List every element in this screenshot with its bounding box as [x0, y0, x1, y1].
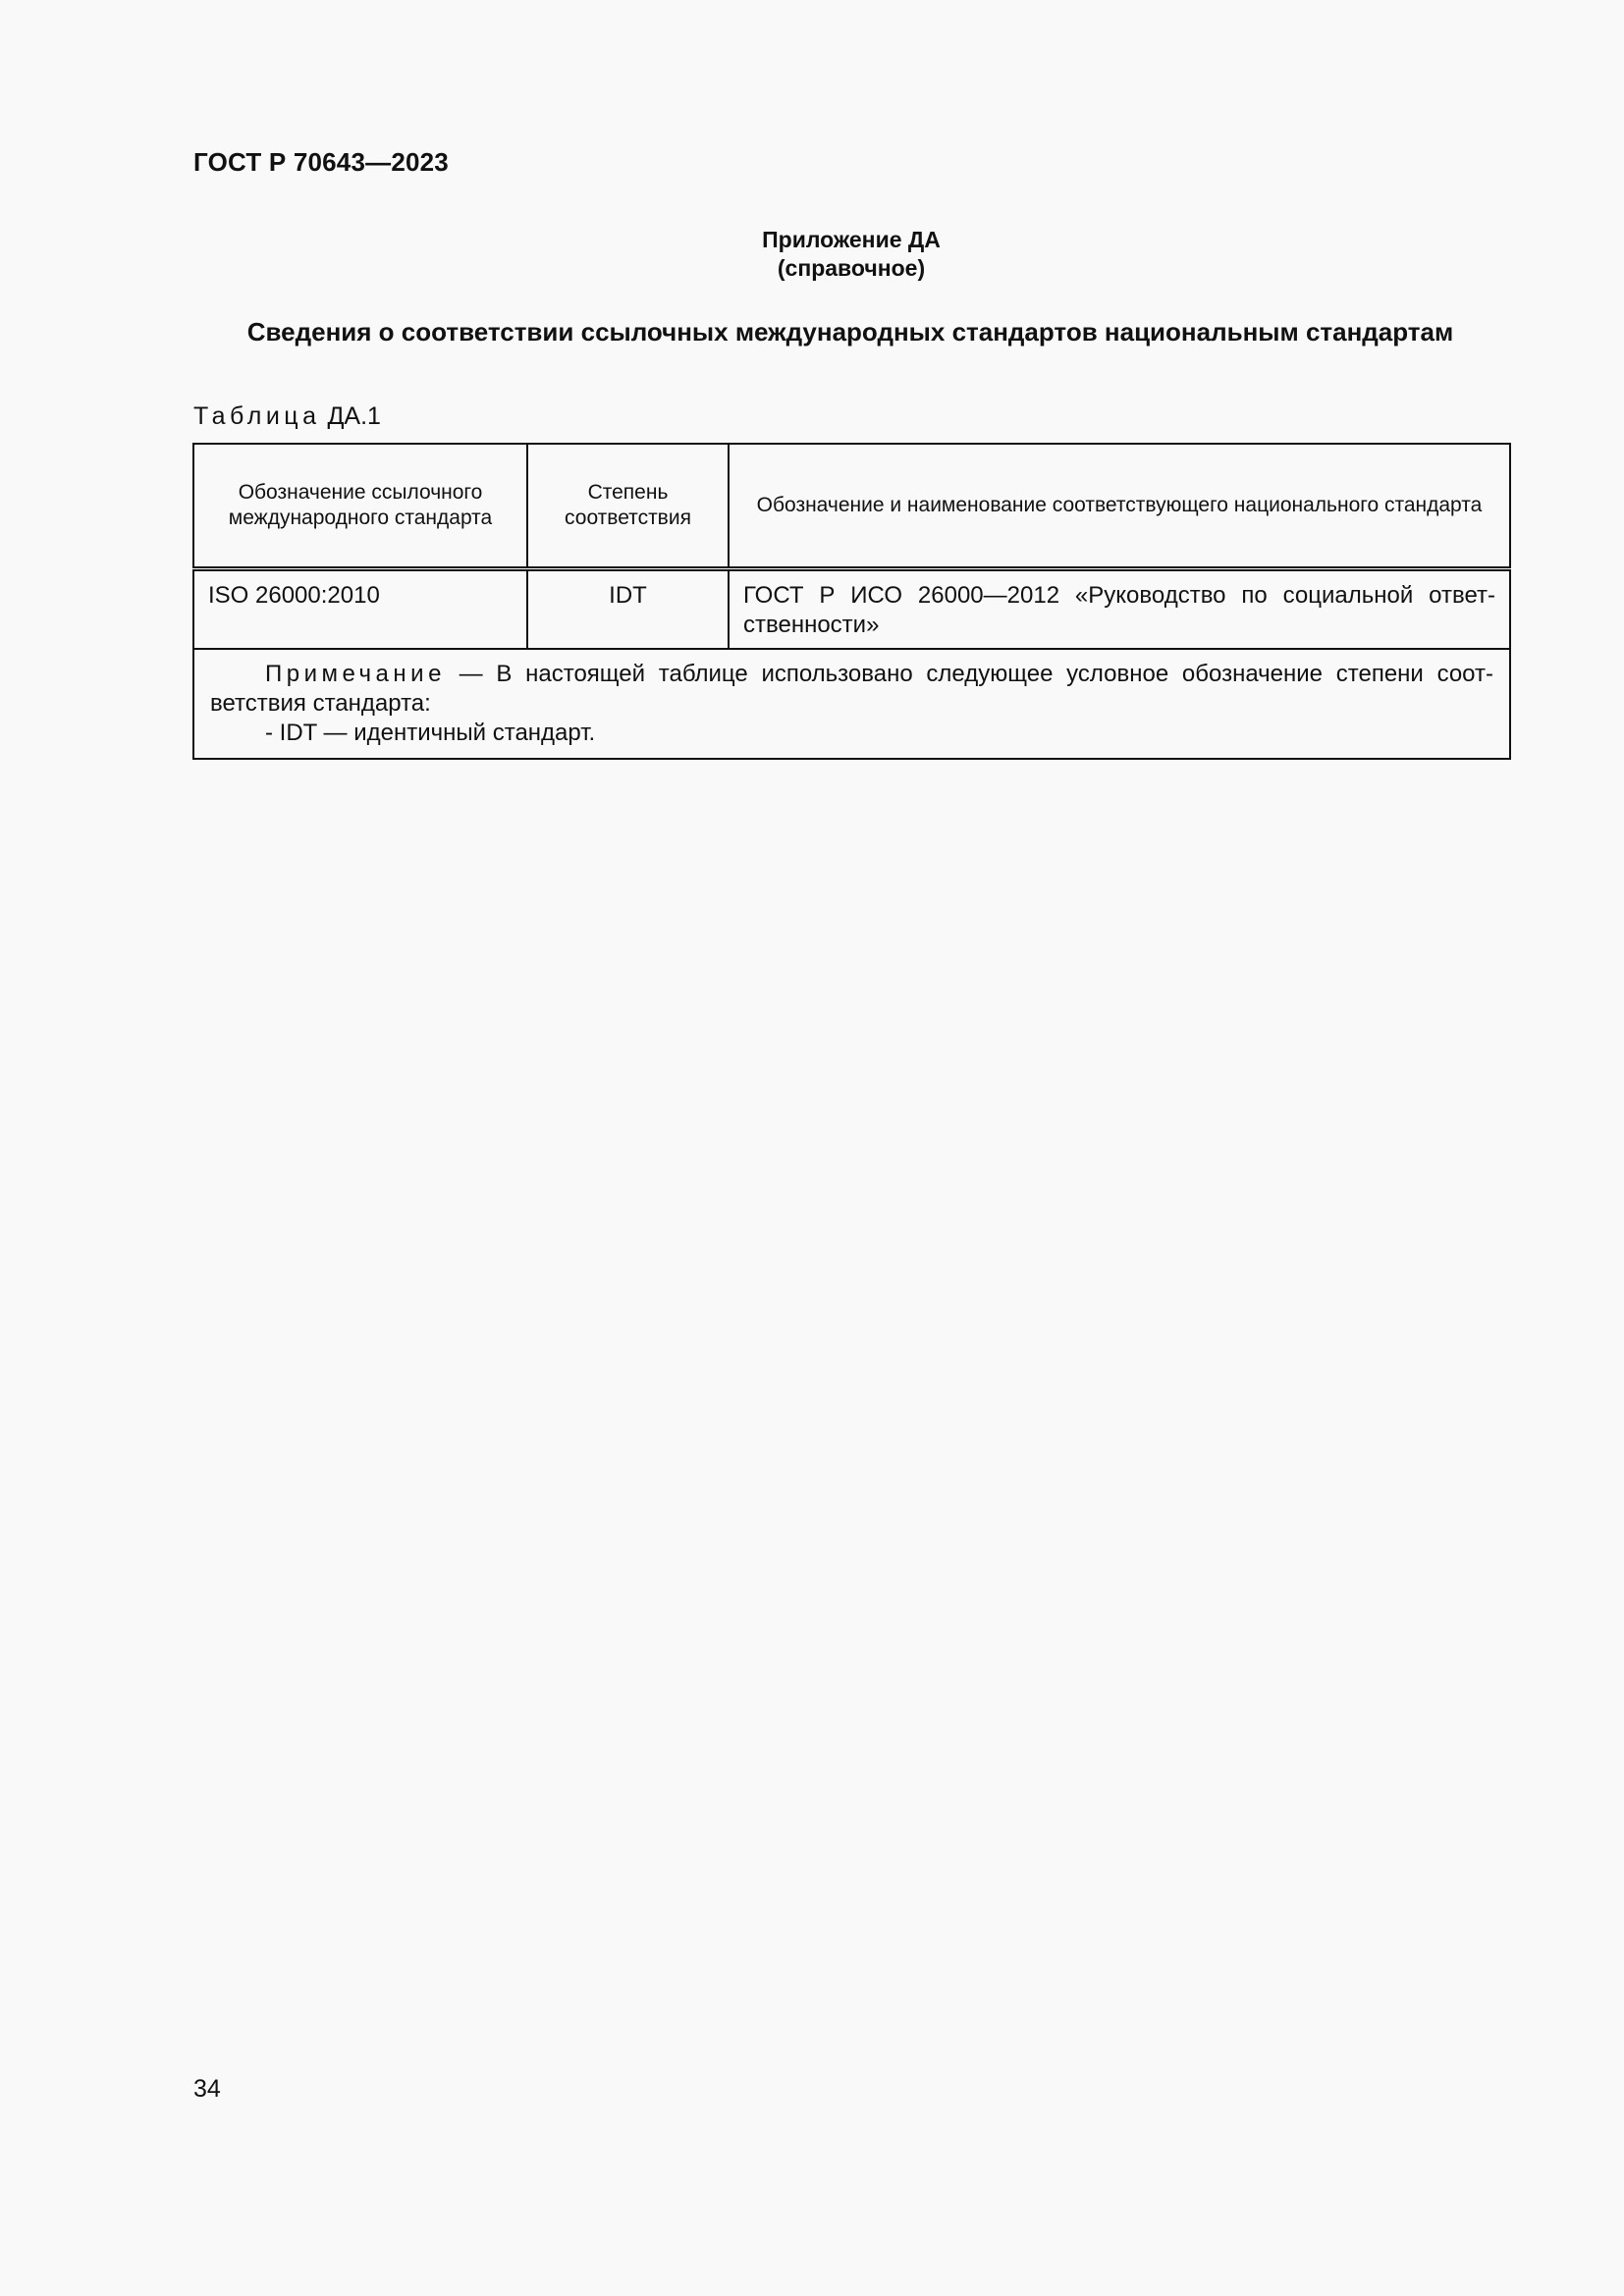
- note-paragraph: [210, 660, 1493, 719]
- header-national-standard: Обозначение и наименование соответствующего национального стандарта: [729, 444, 1510, 569]
- table-caption: [193, 402, 381, 431]
- table-row: [193, 569, 1510, 650]
- appendix-type: (справочное): [777, 255, 926, 281]
- table-header-row: [193, 444, 1510, 569]
- table-caption-number: ДА.1: [327, 402, 381, 430]
- table-note: [193, 649, 1510, 759]
- section-title: Сведения о соответствии ссылочных международных стандартов национальным стандартам: [246, 317, 1454, 347]
- table-note-row: [193, 649, 1510, 759]
- note-label: Примечание: [265, 661, 446, 687]
- cell-national-standard: ГОСТ Р ИСО 26000—2012 «Руководство по социальной ответ-ственности»: [729, 569, 1510, 650]
- header-degree-of-conformity: Степень соответствия: [527, 444, 729, 569]
- standards-correspondence-table: [192, 443, 1511, 760]
- appendix-heading: [0, 226, 1624, 283]
- appendix-title: Приложение ДА: [762, 227, 941, 252]
- table-caption-word: Таблица: [193, 402, 321, 430]
- cell-international-standard: ISO 26000:2010: [193, 569, 527, 650]
- document-code: ГОСТ Р 70643—2023: [193, 147, 449, 177]
- note-item: - IDT — идентичный стандарт.: [265, 720, 596, 746]
- note-text: — В настоящей таблице использовано следующее условное обозначение степени соот-ветствия стандарта:: [210, 661, 1493, 717]
- cell-degree-of-conformity: IDT: [527, 569, 729, 650]
- header-international-standard: Обозначение ссылочного международного стандарта: [193, 444, 527, 569]
- page-number: 34: [193, 2075, 221, 2103]
